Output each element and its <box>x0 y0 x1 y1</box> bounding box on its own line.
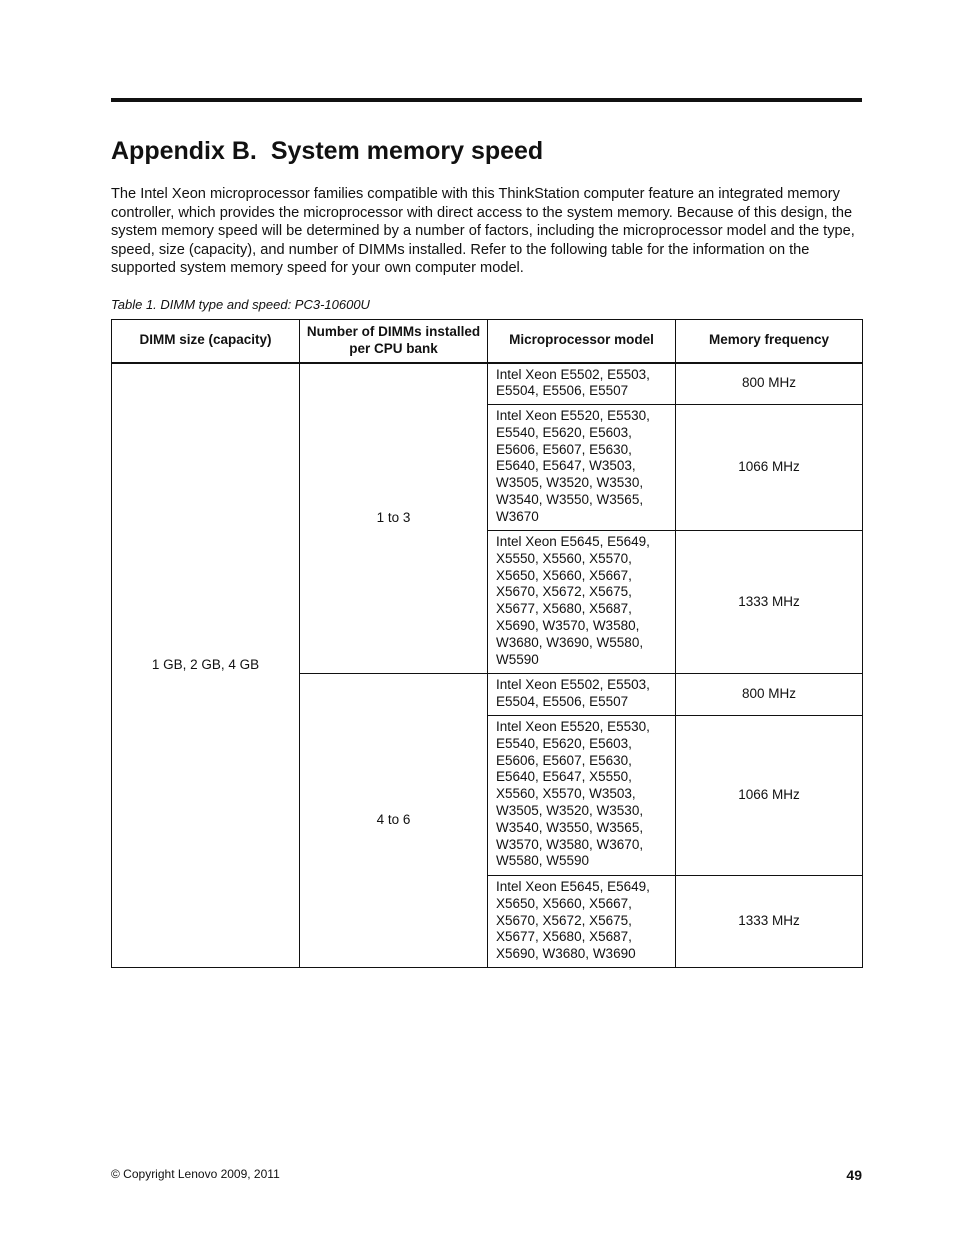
memory-frequency-cell: 1066 MHz <box>676 716 863 876</box>
dimm-count-cell: 4 to 6 <box>300 674 488 968</box>
page-title <box>111 134 543 168</box>
memory-frequency-cell: 800 MHz <box>676 363 863 405</box>
microprocessor-model-cell: Intel Xeon E5502, E5503, E5504, E5506, E5507 <box>488 363 676 405</box>
table-row <box>112 363 863 405</box>
dimm-size-cell: 1 GB, 2 GB, 4 GB <box>112 363 300 968</box>
intro-paragraph: The Intel Xeon microprocessor families compatible with this ThinkStation computer feature an integrated memory controller, which provides the microprocessor with direct access to the system memory. Because of this design, the system memory speed will be determined by a number of factors, including the microprocessor model and the type, speed, size (capacity), and number of DIMMs installed. Refer to the following table for the information on the supported system memory speed for your own computer model. <box>111 186 855 277</box>
header-microprocessor-model: Microprocessor model <box>488 320 676 363</box>
memory-frequency-cell: 1333 MHz <box>676 531 863 674</box>
memory-frequency-cell: 1066 MHz <box>676 405 863 531</box>
page-number: 49 <box>846 1167 862 1183</box>
microprocessor-model-cell: Intel Xeon E5520, E5530, E5540, E5620, E5603, E5606, E5607, E5630, E5640, E5647, W3503, W3505, W3520, W3530, W3540, W3550, W3565, W3670 <box>488 405 676 531</box>
top-rule <box>111 98 862 102</box>
memory-frequency-cell: 800 MHz <box>676 674 863 716</box>
dimm-count-cell: 1 to 3 <box>300 363 488 674</box>
header-dimm-size: DIMM size (capacity) <box>112 320 300 363</box>
table-caption: Table 1. DIMM type and speed: PC3-10600U <box>111 297 370 312</box>
microprocessor-model-cell: Intel Xeon E5645, E5649, X5550, X5560, X5570, X5650, X5660, X5667, X5670, X5672, X5675, X5677, X5680, X5687, X5690, W3570, W3580, W3680, W3690, W5580, W5590 <box>488 531 676 674</box>
microprocessor-model-cell: Intel Xeon E5502, E5503, E5504, E5506, E5507 <box>488 674 676 716</box>
memory-frequency-cell: 1333 MHz <box>676 876 863 968</box>
header-memory-frequency: Memory frequency <box>676 320 863 363</box>
table-header-row <box>112 320 863 363</box>
copyright-notice: © Copyright Lenovo 2009, 2011 <box>111 1167 280 1181</box>
microprocessor-model-cell: Intel Xeon E5645, E5649, X5650, X5660, X5667, X5670, X5672, X5675, X5677, X5680, X5687, X5690, W3680, W3690 <box>488 876 676 968</box>
appendix-title: System memory speed <box>270 137 544 165</box>
dimm-speed-table <box>111 319 863 968</box>
appendix-label: Appendix B. <box>111 137 257 165</box>
header-dimm-count: Number of DIMMs installed per CPU bank <box>300 320 488 363</box>
microprocessor-model-cell: Intel Xeon E5520, E5530, E5540, E5620, E5603, E5606, E5607, E5630, E5640, E5647, X5550, X5560, X5570, W3503, W3505, W3520, W3530, W3540, W3550, W3565, W3570, W3580, W3670, W5580, W5590 <box>488 716 676 876</box>
